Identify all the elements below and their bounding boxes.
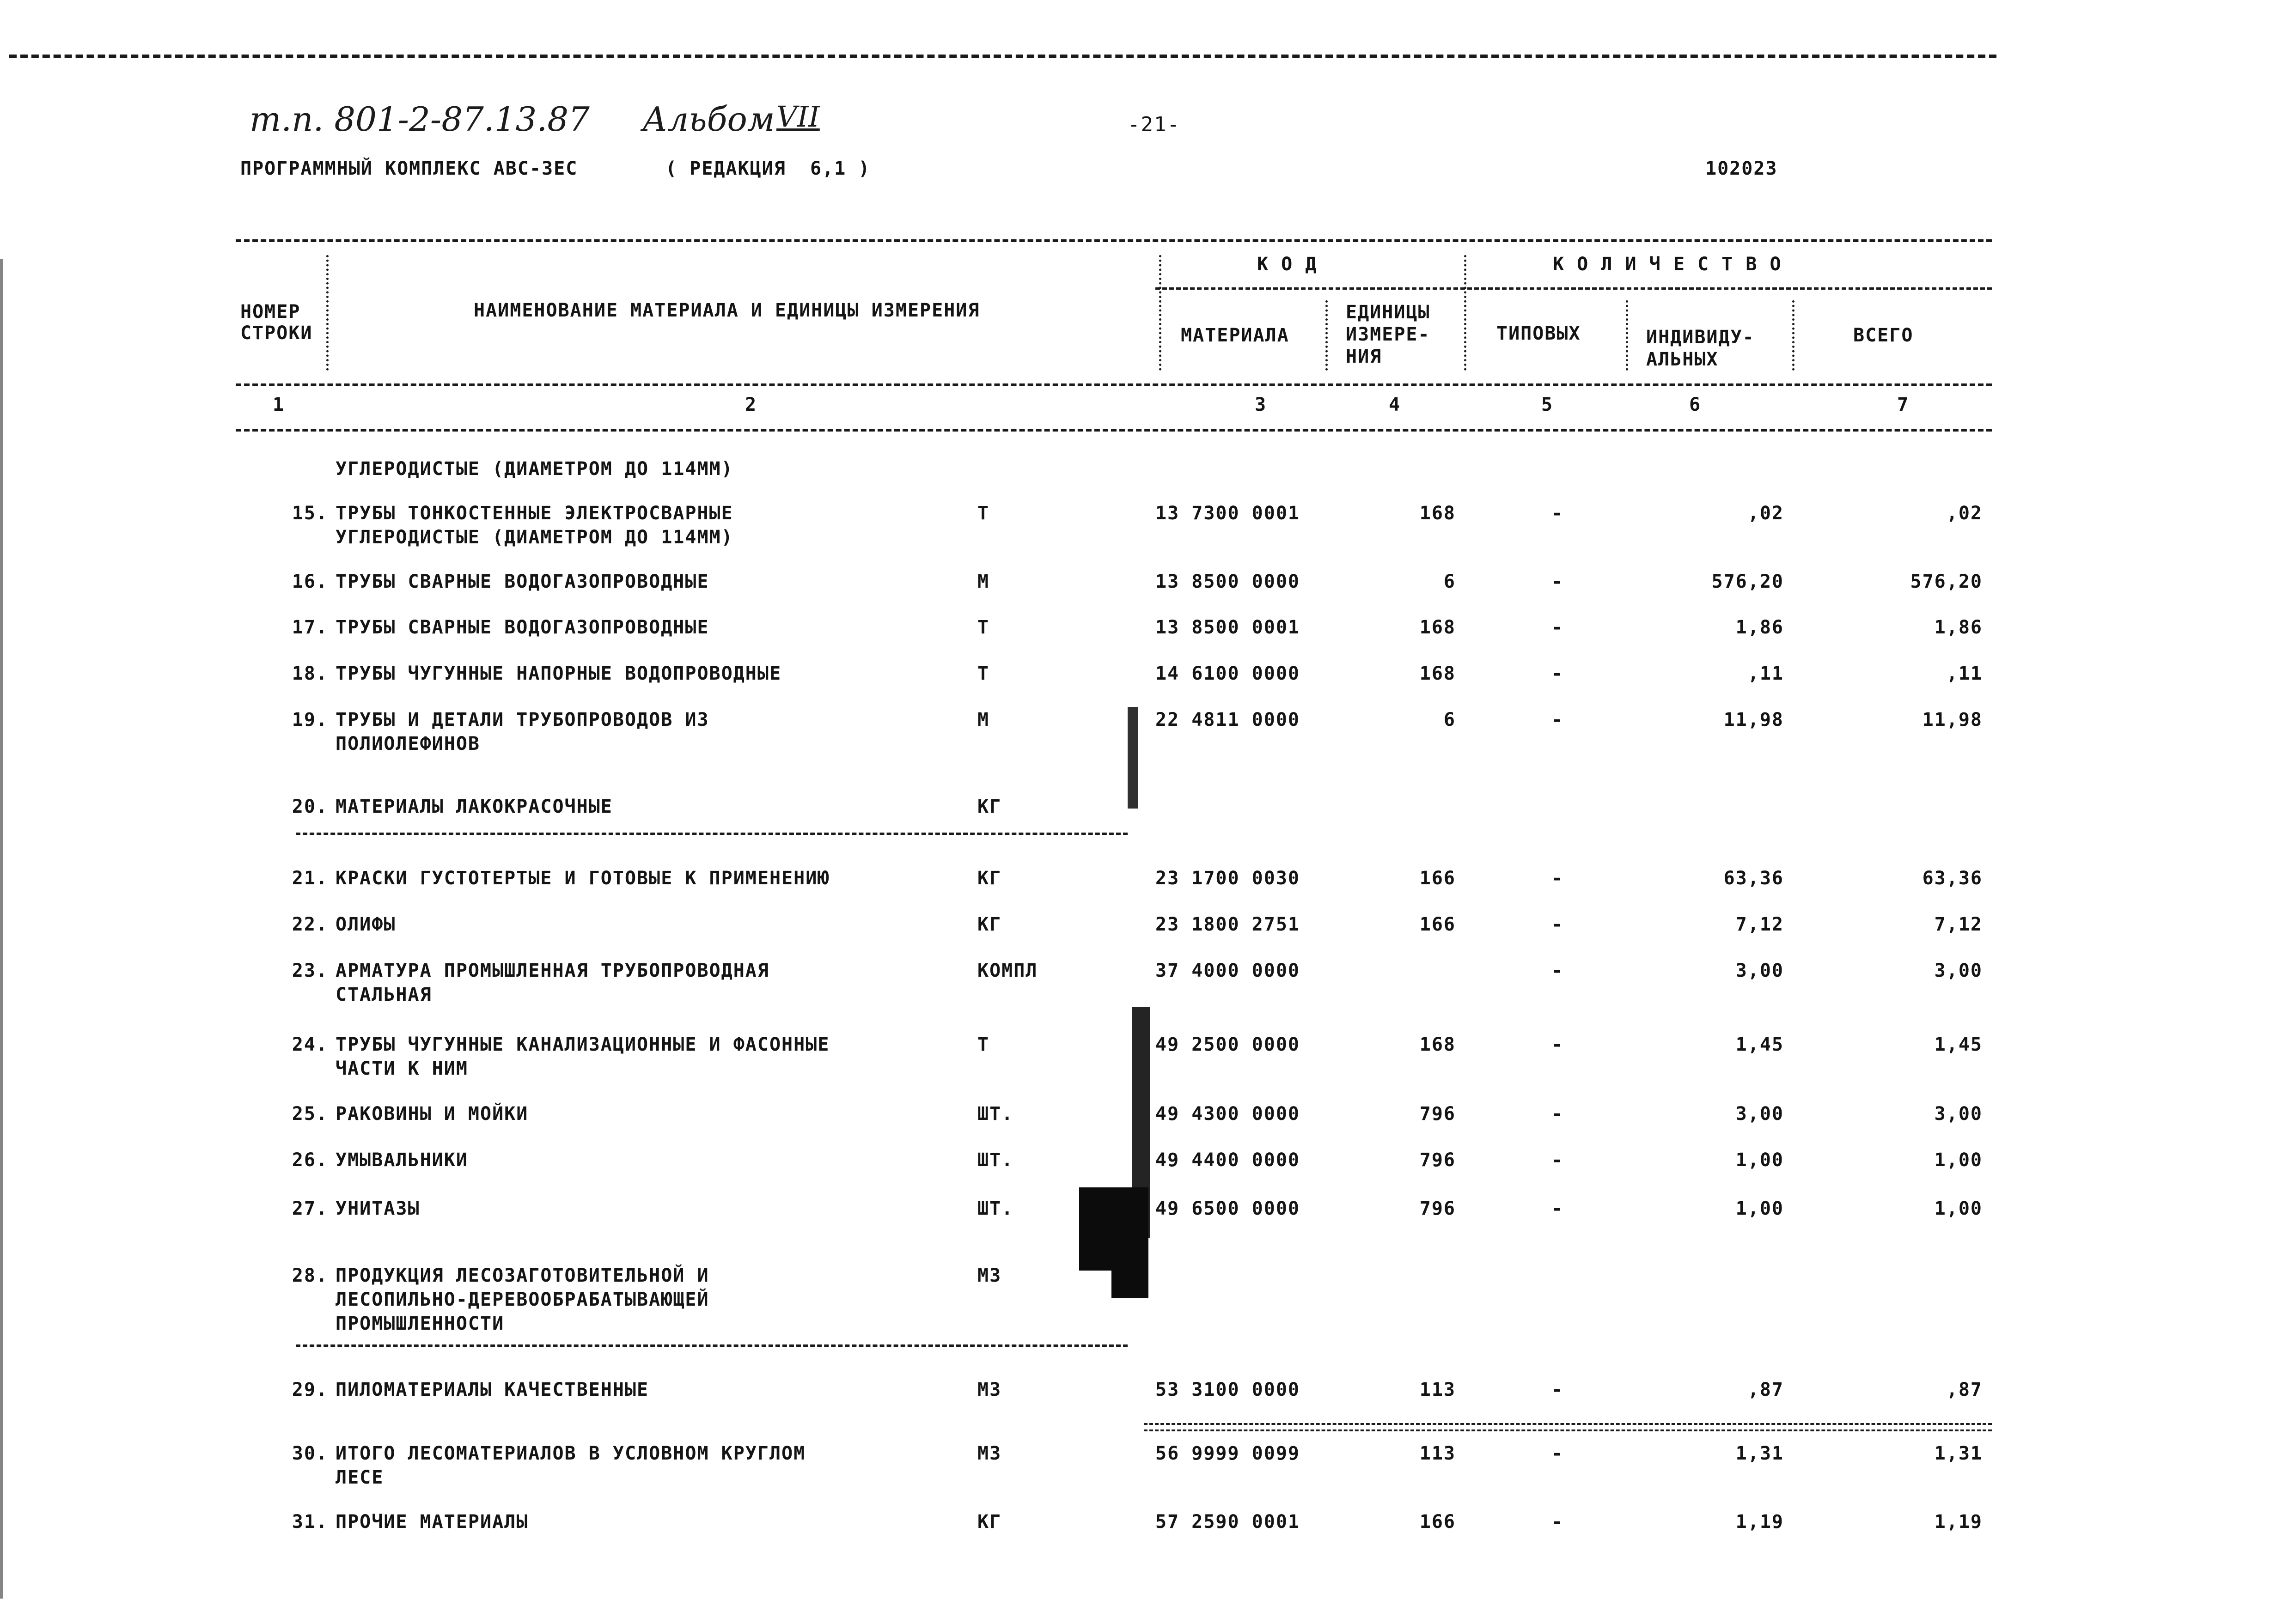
row-unit: Т [977, 663, 990, 684]
totals-double-rule [1144, 1423, 1992, 1431]
row-name: ПРОЧИЕ МАТЕРИАЛЫ [336, 1511, 529, 1533]
album-number: VII [776, 100, 820, 134]
code-group-rule [1155, 287, 1992, 290]
row-ucode: 168 [1419, 503, 1456, 524]
program-name: ПРОГРАММНЫЙ КОМПЛЕКС АВС-ЗЕС [240, 158, 578, 179]
row-name: ТРУБЫ ТОНКОСТЕННЫЕ ЭЛЕКТРОСВАРНЫЕ УГЛЕРОДИСТЫЕ (ДИАМЕТРОМ ДО 114ММ) [336, 503, 733, 548]
row-unit: КОМПЛ [977, 960, 1038, 981]
row-typ: - [1551, 1443, 1564, 1464]
row-unit: ШТ. [977, 1198, 1014, 1219]
row-tot: 1,00 [1934, 1198, 1983, 1219]
row-code: 13 8500 0000 [1155, 571, 1300, 592]
row-ind: 3,00 [1735, 960, 1784, 981]
row-unit: КГ [977, 1511, 1002, 1533]
handwritten-ref: т.п. 801-2-87.13.87 [250, 100, 590, 139]
row-ucode: 113 [1419, 1379, 1456, 1400]
row-typ: - [1551, 503, 1564, 524]
row-tot: 3,00 [1934, 960, 1983, 981]
row-typ: - [1551, 960, 1564, 981]
col-num-5: 5 [1541, 394, 1554, 415]
row-ucode: 168 [1419, 663, 1456, 684]
header-material-name: НАИМЕНОВАНИЕ МАТЕРИАЛА И ЕДИНИЦЫ ИЗМЕРЕНИЯ [474, 300, 980, 321]
row-tot: 3,00 [1934, 1103, 1983, 1125]
row-num: 19. [292, 709, 328, 730]
row-ind: 1,86 [1735, 617, 1784, 638]
col-num-6: 6 [1689, 394, 1702, 415]
col-num-1: 1 [273, 394, 285, 415]
scan-smudge-1 [1128, 707, 1138, 809]
header-unit-code: ЕДИНИЦЫ ИЗМЕРЕ- НИЯ [1346, 302, 1430, 367]
album-label: Альбом [642, 100, 775, 139]
header-individual: ИНДИВИДУ- АЛЬНЫХ [1646, 327, 1755, 370]
row-code: 49 6500 0000 [1155, 1198, 1300, 1219]
row-ind: 11,98 [1723, 709, 1784, 730]
row-ind: 63,36 [1723, 868, 1784, 889]
header-sep-1 [326, 255, 329, 371]
row-typ: - [1551, 1103, 1564, 1125]
number-row-rule [236, 429, 1992, 432]
row-ind: 3,00 [1735, 1103, 1784, 1125]
row-name: РАКОВИНЫ И МОЙКИ [336, 1103, 529, 1125]
row-ucode: 113 [1419, 1443, 1456, 1464]
row-tot: 1,00 [1934, 1150, 1983, 1171]
row-name: АРМАТУРА ПРОМЫШЛЕННАЯ ТРУБОПРОВОДНАЯ СТАЛЬНАЯ [336, 960, 769, 1005]
row-num: 26. [292, 1150, 328, 1171]
row-typ: - [1551, 1379, 1564, 1400]
row-num: 28. [292, 1265, 328, 1286]
row-typ: - [1551, 914, 1564, 935]
row-name: УНИТАЗЫ [336, 1198, 420, 1219]
header-row-number: НОМЕР СТРОКИ [240, 301, 313, 344]
row-ucode: 166 [1419, 1511, 1456, 1533]
row-unit: М3 [977, 1379, 1002, 1400]
row-ind: 1,19 [1735, 1511, 1784, 1533]
row-code: 53 3100 0000 [1155, 1379, 1300, 1400]
row-code: 23 1800 2751 [1155, 914, 1300, 935]
edition: ( РЕДАКЦИЯ 6,1 ) [665, 158, 871, 179]
row-ucode: 168 [1419, 1034, 1456, 1055]
row-unit: Т [977, 617, 990, 638]
row-tot: 1,31 [1934, 1443, 1983, 1464]
row-code: 14 6100 0000 [1155, 663, 1300, 684]
row-typ: - [1551, 663, 1564, 684]
row-ucode: 796 [1419, 1103, 1456, 1125]
row-ind: 1,00 [1735, 1150, 1784, 1171]
row-num: 18. [292, 663, 328, 684]
row-typ: - [1551, 1034, 1564, 1055]
row-num: 21. [292, 868, 328, 889]
row-num: 22. [292, 914, 328, 935]
header-bottom-rule [236, 383, 1992, 386]
row-name: ТРУБЫ СВАРНЫЕ ВОДОГАЗОПРОВОДНЫЕ [336, 617, 709, 638]
row-name: МАТЕРИАЛЫ ЛАКОКРАСОЧНЫЕ [336, 796, 613, 817]
row-name: ИТОГО ЛЕСОМАТЕРИАЛОВ В УСЛОВНОМ КРУГЛОМ ЛЕСЕ [336, 1443, 806, 1488]
row-tot: ,11 [1946, 663, 1983, 684]
row-code: 57 2590 0001 [1155, 1511, 1300, 1533]
row-name: ТРУБЫ ЧУГУННЫЕ КАНАЛИЗАЦИОННЫЕ И ФАСОННЫЕ ЧАСТИ К НИМ [336, 1034, 830, 1079]
header-sep-4 [1464, 255, 1466, 371]
col-num-3: 3 [1255, 394, 1267, 415]
row-name: ТРУБЫ ЧУГУННЫЕ НАПОРНЫЕ ВОДОПРОВОДНЫЕ [336, 663, 782, 684]
row-tot: 7,12 [1934, 914, 1983, 935]
row-typ: - [1551, 1511, 1564, 1533]
row-num: 16. [292, 571, 328, 592]
document-code: 102023 [1705, 158, 1778, 179]
row-num: 30. [292, 1443, 328, 1464]
row-unit: Т [977, 1034, 990, 1055]
row-code: 13 7300 0001 [1155, 503, 1300, 524]
header-material-code: МАТЕРИАЛА [1181, 325, 1289, 346]
row-name: ТРУБЫ И ДЕТАЛИ ТРУБОПРОВОДОВ ИЗ ПОЛИОЛЕФИНОВ [336, 709, 709, 754]
row-ind: 1,00 [1735, 1198, 1784, 1219]
row-code: 49 2500 0000 [1155, 1034, 1300, 1055]
row-name: КРАСКИ ГУСТОТЕРТЫЕ И ГОТОВЫЕ К ПРИМЕНЕНИЮ [336, 868, 830, 889]
scan-smudge-4 [1111, 1247, 1148, 1298]
row-ucode: 6 [1443, 709, 1456, 730]
left-edge-mark [0, 259, 3, 1599]
table-top-rule [236, 239, 1992, 242]
group-rule-wood [296, 1344, 1128, 1347]
row-tot: 11,98 [1922, 709, 1983, 730]
header-sep-5 [1626, 300, 1628, 371]
row-ucode: 6 [1443, 571, 1456, 592]
row-num: 25. [292, 1103, 328, 1125]
header-sep-6 [1792, 300, 1794, 371]
row-num: 29. [292, 1379, 328, 1400]
row-ind: ,11 [1747, 663, 1784, 684]
row-code: 49 4400 0000 [1155, 1150, 1300, 1171]
header-code-group: К О Д [1257, 254, 1318, 275]
row-unit: КГ [977, 914, 1002, 935]
row-num: 23. [292, 960, 328, 981]
header-sep-3 [1325, 300, 1328, 371]
row-ind: ,02 [1747, 503, 1784, 524]
row-tot: ,87 [1946, 1379, 1983, 1400]
row-code: 56 9999 0099 [1155, 1443, 1300, 1464]
continuation-text: УГЛЕРОДИСТЫЕ (ДИАМЕТРОМ ДО 114ММ) [336, 458, 733, 480]
row-tot: 1,45 [1934, 1034, 1983, 1055]
row-unit: М [977, 571, 990, 592]
page-number: -21- [1128, 113, 1180, 136]
header-typical: ТИПОВЫХ [1496, 323, 1581, 344]
row-code: 23 1700 0030 [1155, 868, 1300, 889]
row-ucode: 168 [1419, 617, 1456, 638]
row-unit: М3 [977, 1443, 1002, 1464]
row-code: 49 4300 0000 [1155, 1103, 1300, 1125]
row-unit: М3 [977, 1265, 1002, 1286]
row-ind: ,87 [1747, 1379, 1784, 1400]
row-name: ПРОДУКЦИЯ ЛЕСОЗАГОТОВИТЕЛЬНОЙ И ЛЕСОПИЛЬНО-ДЕРЕВООБРАБАТЫВАЮЩЕЙ ПРОМЫШЛЕННОСТИ [336, 1265, 709, 1334]
col-num-2: 2 [745, 394, 757, 415]
row-num: 24. [292, 1034, 328, 1055]
row-tot: 63,36 [1922, 868, 1983, 889]
row-typ: - [1551, 709, 1564, 730]
row-unit: КГ [977, 796, 1002, 817]
row-ucode: 796 [1419, 1150, 1456, 1171]
row-tot: 1,19 [1934, 1511, 1983, 1533]
row-code: 22 4811 0000 [1155, 709, 1300, 730]
col-num-7: 7 [1897, 394, 1910, 415]
row-unit: М [977, 709, 990, 730]
row-num: 15. [292, 503, 328, 524]
row-typ: - [1551, 1150, 1564, 1171]
row-name: ПИЛОМАТЕРИАЛЫ КАЧЕСТВЕННЫЕ [336, 1379, 649, 1400]
row-ind: 1,31 [1735, 1443, 1784, 1464]
row-typ: - [1551, 571, 1564, 592]
row-ucode: 166 [1419, 914, 1456, 935]
row-typ: - [1551, 617, 1564, 638]
row-ucode: 166 [1419, 868, 1456, 889]
header-sep-2 [1159, 255, 1161, 371]
header-quantity-group: К О Л И Ч Е С Т В О [1553, 254, 1782, 275]
header-total: ВСЕГО [1853, 325, 1914, 346]
row-unit: ШТ. [977, 1150, 1014, 1171]
row-name: ОЛИФЫ [336, 914, 396, 935]
row-num: 17. [292, 617, 328, 638]
row-unit: Т [977, 503, 990, 524]
row-num: 27. [292, 1198, 328, 1219]
row-typ: - [1551, 1198, 1564, 1219]
row-typ: - [1551, 868, 1564, 889]
row-unit: ШТ. [977, 1103, 1014, 1125]
row-ind: 7,12 [1735, 914, 1784, 935]
row-code: 13 8500 0001 [1155, 617, 1300, 638]
row-num: 20. [292, 796, 328, 817]
row-ind: 1,45 [1735, 1034, 1784, 1055]
row-tot: 1,86 [1934, 617, 1983, 638]
row-unit: КГ [977, 868, 1002, 889]
top-scan-line [9, 55, 1996, 58]
row-code: 37 4000 0000 [1155, 960, 1300, 981]
row-num: 31. [292, 1511, 328, 1533]
row-name: ТРУБЫ СВАРНЫЕ ВОДОГАЗОПРОВОДНЫЕ [336, 571, 709, 592]
row-tot: 576,20 [1910, 571, 1983, 592]
group-rule-paints [296, 833, 1128, 835]
row-ucode: 796 [1419, 1198, 1456, 1219]
col-num-4: 4 [1389, 394, 1401, 415]
row-name: УМЫВАЛЬНИКИ [336, 1150, 468, 1171]
row-ind: 576,20 [1711, 571, 1784, 592]
row-tot: ,02 [1946, 503, 1983, 524]
